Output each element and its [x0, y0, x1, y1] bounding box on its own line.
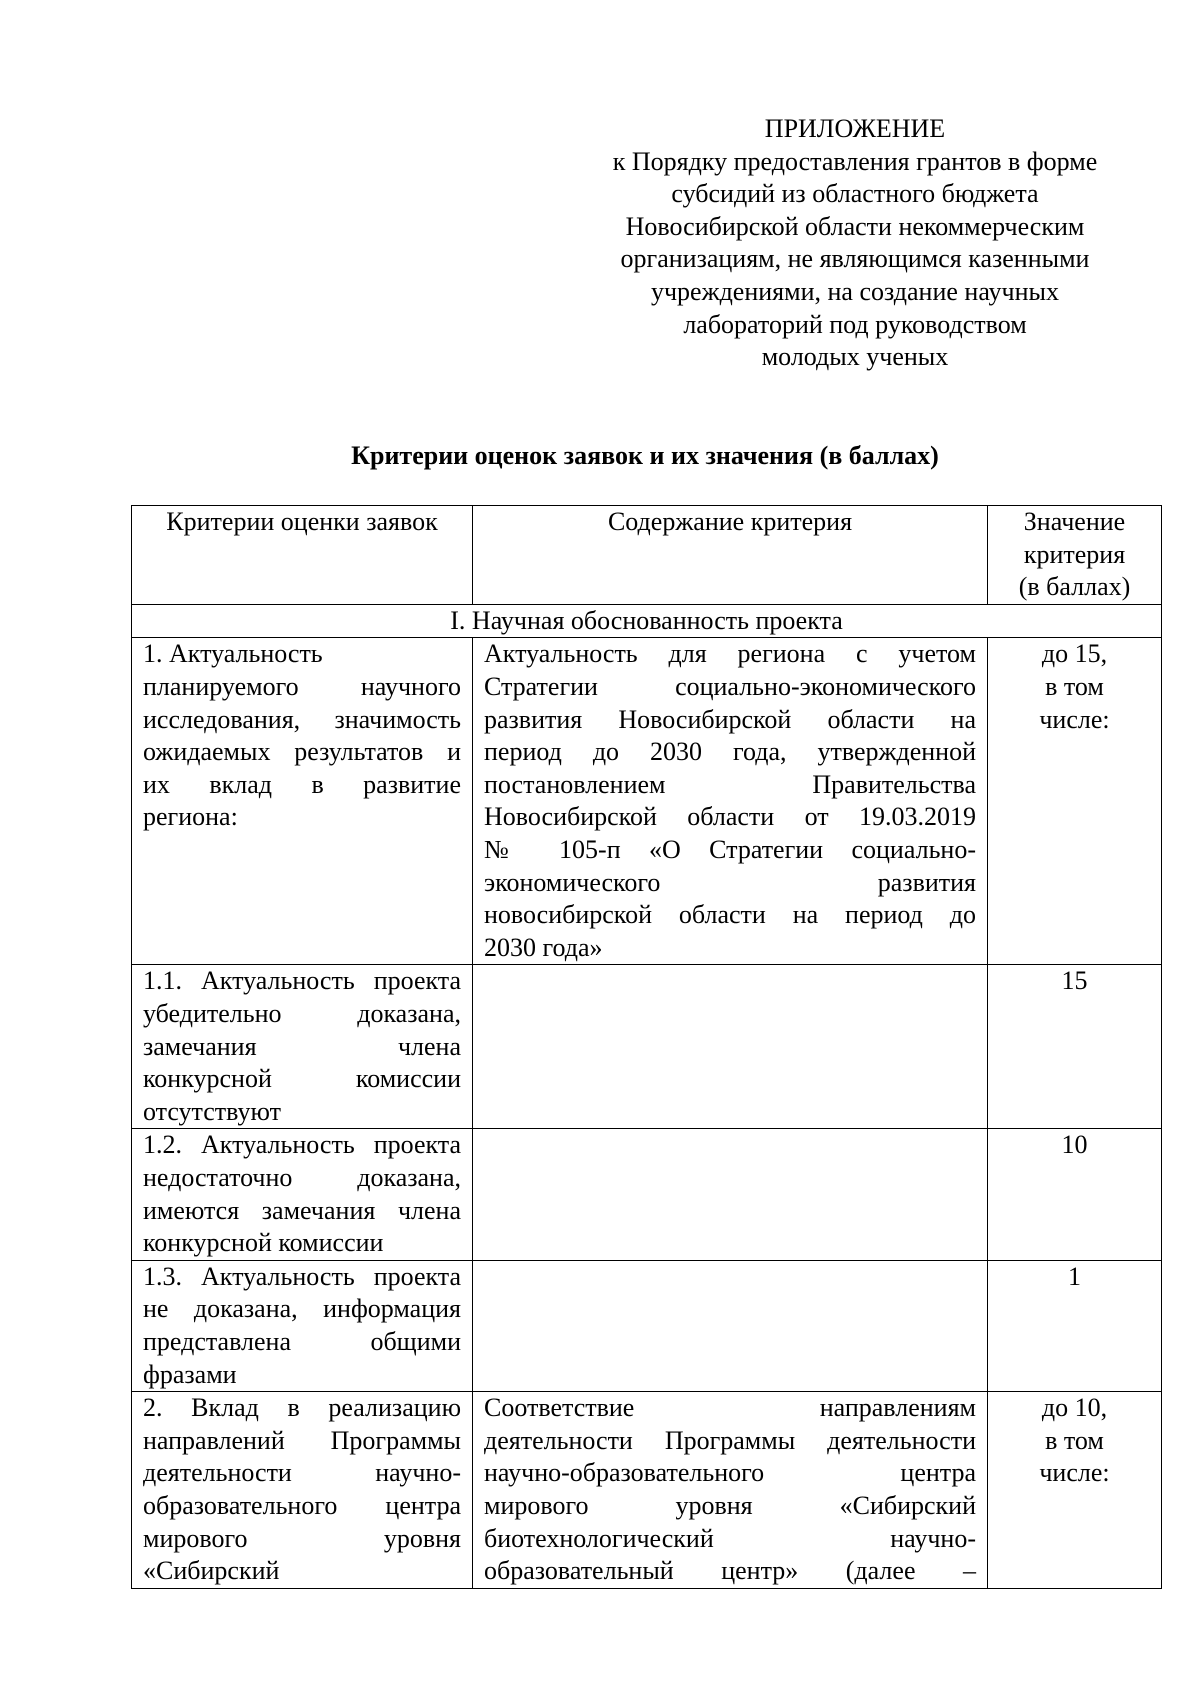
content-line: постановлением Правительства [484, 769, 976, 799]
content-line: образовательный центр» (далее – [484, 1556, 976, 1586]
appendix-line: Новосибирской области некоммерческим [625, 211, 1085, 241]
criterion-line: конкурсной комиссии [143, 1228, 384, 1258]
content-cell [473, 1392, 988, 1589]
value-line: 15 [1061, 966, 1088, 996]
appendix-line: молодых ученых [761, 342, 949, 372]
appendix-line: лабораторий под руководством [683, 309, 1027, 339]
content-line: 2030 года» [484, 932, 603, 962]
content-cell [473, 965, 988, 1129]
content-line: Соответствие направлениям [484, 1393, 976, 1423]
criterion-line: их вклад в развитие [143, 769, 461, 799]
content-line: научно-образовательного центра [484, 1458, 976, 1488]
section-title [132, 604, 1162, 638]
criterion-cell [132, 1260, 473, 1391]
value-cell [988, 1260, 1162, 1391]
value-line: числе: [1039, 1458, 1110, 1488]
criterion-line: отсутствуют [143, 1096, 281, 1126]
criterion-cell [132, 965, 473, 1129]
appendix-line: организациям, не являющимся казенными [620, 244, 1090, 274]
criterion-line: мирового уровня [143, 1523, 461, 1553]
criterion-cell [132, 1129, 473, 1260]
value-cell [988, 1392, 1162, 1589]
value-line: 1 [1068, 1261, 1081, 1291]
criterion-line: убедительно доказана, [143, 998, 461, 1028]
table-row [132, 1260, 1162, 1391]
criterion-line: деятельности научно- [143, 1458, 461, 1488]
value-line: до 15, [1041, 639, 1108, 669]
header-value-line: Значение [1023, 507, 1126, 536]
value-cell [988, 965, 1162, 1129]
criterion-line: замечания члена [143, 1031, 461, 1061]
table-row [132, 1392, 1162, 1589]
table-header-row [132, 506, 1162, 605]
criterion-line: 1.2. Актуальность проекта [143, 1130, 461, 1160]
criterion-cell [132, 1392, 473, 1589]
criterion-line: имеются замечания члена [143, 1195, 461, 1225]
criterion-line: 1. Актуальность [143, 639, 323, 669]
header-value-line: (в баллах) [1018, 572, 1131, 602]
header-content-text: Содержание критерия [607, 507, 853, 536]
header-criteria [132, 506, 473, 605]
criterion-line: недостаточно доказана, [143, 1162, 461, 1192]
criterion-line: «Сибирский [143, 1556, 280, 1586]
table-row [132, 1129, 1162, 1260]
document-title: Критерии оценок заявок и их значения (в баллах) [351, 441, 939, 470]
value-line: 10 [1061, 1130, 1088, 1160]
content-line: биотехнологический научно- [484, 1523, 976, 1553]
content-cell [473, 1129, 988, 1260]
section-row [132, 604, 1162, 638]
criterion-line: конкурсной комиссии [143, 1064, 461, 1094]
value-cell [988, 1129, 1162, 1260]
table-row [132, 638, 1162, 965]
header-value-line: критерия [1023, 539, 1126, 569]
value-line: в том [1045, 1425, 1104, 1455]
content-cell [473, 1260, 988, 1391]
criterion-line: не доказана, информация [143, 1294, 461, 1324]
criterion-line: 1.3. Актуальность проекта [143, 1261, 461, 1291]
appendix-line: учреждениями, на создание научных [650, 276, 1060, 306]
table-row [132, 965, 1162, 1129]
value-line: в том [1045, 671, 1104, 701]
criterion-line: исследования, значимость [143, 704, 461, 734]
criterion-line: фразами [143, 1359, 237, 1389]
content-line: период до 2030 года, утвержденной [484, 737, 976, 767]
content-line: деятельности Программы деятельности [484, 1425, 976, 1455]
content-line: Стратегии социально-экономического [484, 671, 976, 701]
criterion-cell [132, 638, 473, 965]
content-line: Актуальность для региона с учетом [484, 639, 976, 669]
criterion-line: представлена общими [143, 1326, 461, 1356]
content-line: № 105-п «О Стратегии социально- [484, 834, 976, 864]
value-line: числе: [1039, 704, 1110, 734]
content-line: развития Новосибирской области на [484, 704, 976, 734]
header-criteria-text: Критерии оценки заявок [166, 507, 438, 536]
criterion-line: 2. Вклад в реализацию [143, 1393, 461, 1423]
content-line: мирового уровня «Сибирский [484, 1490, 976, 1520]
content-line: новосибирской области на период до [484, 900, 976, 930]
criterion-line: региона: [143, 802, 238, 832]
section-title-text: I. Научная обоснованность проекта [450, 605, 843, 635]
criterion-line: планируемого научного [143, 671, 461, 701]
header-content [473, 506, 988, 605]
header-value [988, 506, 1162, 605]
appendix-line: ПРИЛОЖЕНИЕ [764, 114, 946, 143]
appendix-line: к Порядку предоставления грантов в форме [612, 146, 1098, 176]
content-cell [473, 638, 988, 965]
content-line: Новосибирской области от 19.03.2019 [484, 802, 976, 832]
criterion-line: направлений Программы [143, 1425, 461, 1455]
criteria-table [131, 505, 1162, 1589]
criterion-line: образовательного центра [143, 1490, 461, 1520]
criterion-line: ожидаемых результатов и [143, 737, 461, 767]
value-line: до 10, [1041, 1393, 1108, 1423]
appendix-line: субсидий из областного бюджета [671, 179, 1039, 209]
appendix-header [585, 113, 1125, 374]
value-cell [988, 638, 1162, 965]
content-line: экономического развития [484, 867, 976, 897]
criterion-line: 1.1. Актуальность проекта [143, 966, 461, 996]
